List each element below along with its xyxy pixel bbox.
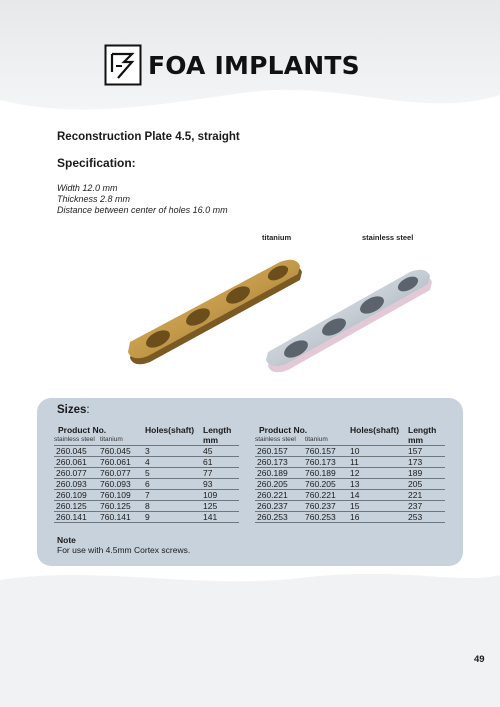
col-titanium: titanium bbox=[100, 436, 123, 443]
cell-holes: 3 bbox=[145, 446, 203, 457]
table-row bbox=[255, 501, 445, 512]
cell-length: 189 bbox=[408, 468, 445, 479]
cell-length: 125 bbox=[203, 501, 239, 512]
specification-list bbox=[57, 183, 228, 216]
col-unit: mm bbox=[408, 435, 424, 445]
cell-holes: 10 bbox=[350, 446, 408, 457]
cell-holes: 9 bbox=[145, 512, 203, 523]
cell-stainless-no: 260.061 bbox=[54, 457, 100, 468]
col-holes: Holes(shaft) bbox=[145, 425, 195, 435]
table-row bbox=[54, 490, 239, 501]
cell-length: 109 bbox=[203, 490, 239, 501]
cell-holes: 12 bbox=[350, 468, 408, 479]
table-row bbox=[54, 457, 239, 468]
cell-stainless-no: 260.205 bbox=[255, 479, 305, 490]
note-text: For use with 4.5mm Cortex screws. bbox=[57, 545, 191, 555]
col-product-no: Product No. bbox=[259, 425, 308, 435]
table-row bbox=[255, 479, 445, 490]
cell-length: 157 bbox=[408, 446, 445, 457]
cell-length: 77 bbox=[203, 468, 239, 479]
cell-holes: 15 bbox=[350, 501, 408, 512]
material-label-stainless: stainless steel bbox=[362, 233, 414, 242]
cell-titanium-no: 760.189 bbox=[305, 468, 350, 479]
sizes-table-left bbox=[54, 425, 239, 523]
sizes-table-right bbox=[255, 425, 445, 523]
plates-illustration bbox=[120, 250, 440, 380]
table-header-row bbox=[54, 425, 239, 435]
table-row bbox=[54, 468, 239, 479]
product-title: Reconstruction Plate 4.5, straight bbox=[57, 131, 240, 143]
cell-titanium-no: 760.045 bbox=[100, 446, 145, 457]
table-row bbox=[54, 512, 239, 523]
cell-titanium-no: 760.205 bbox=[305, 479, 350, 490]
cell-stainless-no: 260.173 bbox=[255, 457, 305, 468]
cell-stainless-no: 260.125 bbox=[54, 501, 100, 512]
col-length: Length bbox=[203, 425, 232, 435]
cell-holes: 11 bbox=[350, 457, 408, 468]
col-unit: mm bbox=[203, 435, 219, 445]
col-stainless: stainless steel bbox=[54, 436, 95, 443]
cell-titanium-no: 760.061 bbox=[100, 457, 145, 468]
cell-holes: 4 bbox=[145, 457, 203, 468]
cell-length: 141 bbox=[203, 512, 239, 523]
footer-wave-background bbox=[0, 560, 500, 707]
spec-hole-distance: Distance between center of holes 16.0 mm bbox=[57, 205, 228, 215]
cell-stainless-no: 260.045 bbox=[54, 446, 100, 457]
cell-length: 205 bbox=[408, 479, 445, 490]
table-subheader-row bbox=[54, 435, 239, 446]
cell-length: 237 bbox=[408, 501, 445, 512]
cell-holes: 7 bbox=[145, 490, 203, 501]
cell-stainless-no: 260.077 bbox=[54, 468, 100, 479]
brand-logo bbox=[104, 44, 360, 86]
cell-length: 93 bbox=[203, 479, 239, 490]
cell-titanium-no: 760.125 bbox=[100, 501, 145, 512]
table-row bbox=[255, 457, 445, 468]
col-stainless: stainless steel bbox=[255, 436, 296, 443]
col-holes: Holes(shaft) bbox=[350, 425, 400, 435]
table-row bbox=[255, 490, 445, 501]
cell-stainless-no: 260.109 bbox=[54, 490, 100, 501]
cell-stainless-no: 260.093 bbox=[54, 479, 100, 490]
spec-width: Width 12.0 mm bbox=[57, 183, 118, 193]
cell-titanium-no: 760.109 bbox=[100, 490, 145, 501]
foa-logo-icon bbox=[104, 44, 142, 86]
col-length: Length bbox=[408, 425, 437, 435]
table-row bbox=[255, 468, 445, 479]
table-row bbox=[54, 479, 239, 490]
cell-length: 221 bbox=[408, 490, 445, 501]
cell-titanium-no: 760.093 bbox=[100, 479, 145, 490]
cell-length: 61 bbox=[203, 457, 239, 468]
cell-holes: 8 bbox=[145, 501, 203, 512]
cell-stainless-no: 260.157 bbox=[255, 446, 305, 457]
specification-heading: Specification: bbox=[57, 156, 136, 170]
col-product-no: Product No. bbox=[58, 425, 107, 435]
cell-stainless-no: 260.253 bbox=[255, 512, 305, 523]
note-heading: Note bbox=[57, 535, 76, 545]
cell-length: 253 bbox=[408, 512, 445, 523]
cell-titanium-no: 760.173 bbox=[305, 457, 350, 468]
spec-thickness: Thickness 2.8 mm bbox=[57, 194, 131, 204]
stainless-steel-plate bbox=[266, 270, 432, 373]
table-row bbox=[255, 446, 445, 457]
cell-holes: 6 bbox=[145, 479, 203, 490]
sizes-heading: Sizes: bbox=[57, 404, 90, 416]
cell-titanium-no: 760.157 bbox=[305, 446, 350, 457]
table-row bbox=[54, 446, 239, 457]
cell-length: 173 bbox=[408, 457, 445, 468]
brand-name: FOA IMPLANTS bbox=[148, 50, 360, 80]
table-row bbox=[54, 501, 239, 512]
page-number: 49 bbox=[474, 654, 485, 665]
cell-holes: 5 bbox=[145, 468, 203, 479]
table-header-row bbox=[255, 425, 445, 435]
cell-holes: 16 bbox=[350, 512, 408, 523]
table-row bbox=[255, 512, 445, 523]
cell-titanium-no: 760.077 bbox=[100, 468, 145, 479]
cell-titanium-no: 760.141 bbox=[100, 512, 145, 523]
cell-holes: 13 bbox=[350, 479, 408, 490]
cell-titanium-no: 760.237 bbox=[305, 501, 350, 512]
cell-stainless-no: 260.237 bbox=[255, 501, 305, 512]
material-label-titanium: titanium bbox=[262, 233, 292, 242]
col-titanium: titanium bbox=[305, 436, 328, 443]
cell-stainless-no: 260.221 bbox=[255, 490, 305, 501]
cell-stainless-no: 260.141 bbox=[54, 512, 100, 523]
cell-stainless-no: 260.189 bbox=[255, 468, 305, 479]
cell-titanium-no: 760.253 bbox=[305, 512, 350, 523]
cell-titanium-no: 760.221 bbox=[305, 490, 350, 501]
cell-holes: 14 bbox=[350, 490, 408, 501]
table-subheader-row bbox=[255, 435, 445, 446]
cell-length: 45 bbox=[203, 446, 239, 457]
